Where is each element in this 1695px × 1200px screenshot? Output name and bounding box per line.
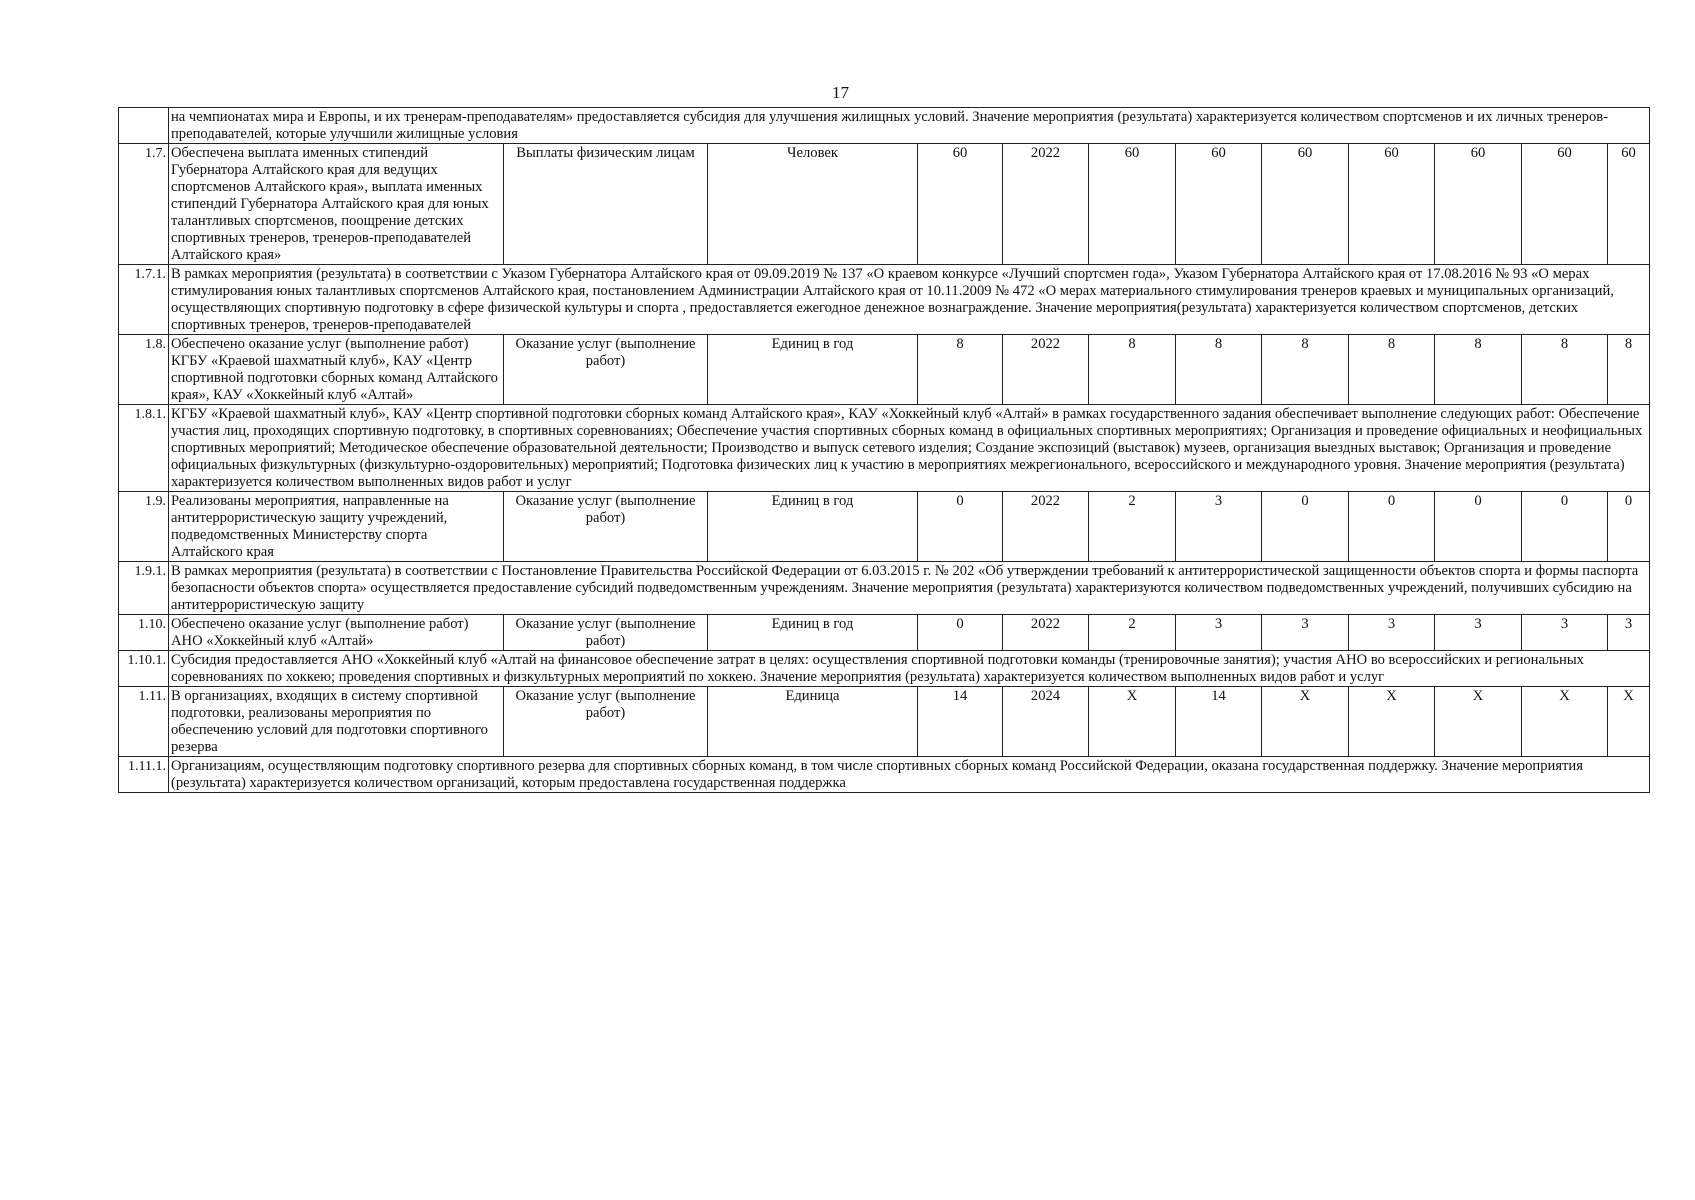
item-unit: Единица xyxy=(708,687,918,757)
description-row xyxy=(119,405,1650,492)
activities-table xyxy=(118,107,1650,793)
year-value: X xyxy=(1089,687,1176,757)
description-row xyxy=(119,757,1650,793)
year-value: 8 xyxy=(1608,335,1650,405)
item-type: Выплаты физическим лицам xyxy=(504,144,708,265)
item-unit: Единиц в год xyxy=(708,615,918,651)
base-value: 8 xyxy=(918,335,1003,405)
year-value: 3 xyxy=(1349,615,1435,651)
year-value: 60 xyxy=(1435,144,1522,265)
year-value: 60 xyxy=(1176,144,1262,265)
year-value: X xyxy=(1435,687,1522,757)
item-type: Оказание услуг (выполнение работ) xyxy=(504,335,708,405)
year-value: 3 xyxy=(1435,615,1522,651)
year-value: X xyxy=(1262,687,1349,757)
year-value: 60 xyxy=(1522,144,1608,265)
year-value: 8 xyxy=(1262,335,1349,405)
year-value: 14 xyxy=(1176,687,1262,757)
item-row xyxy=(119,687,1650,757)
year-value: 8 xyxy=(1089,335,1176,405)
year-value: 0 xyxy=(1349,492,1435,562)
description-row xyxy=(119,651,1650,687)
year-value: 8 xyxy=(1522,335,1608,405)
item-unit: Единиц в год xyxy=(708,492,918,562)
base-value: 14 xyxy=(918,687,1003,757)
year-value: 8 xyxy=(1176,335,1262,405)
year-value: 3 xyxy=(1176,492,1262,562)
item-name: Обеспечено оказание услуг (выполнение работ) АНО «Хоккейный клуб «Алтай» xyxy=(169,615,504,651)
item-row xyxy=(119,615,1650,651)
row-number: 1.7.1. xyxy=(119,265,169,335)
year-value: 0 xyxy=(1435,492,1522,562)
description-text: Субсидия предоставляется АНО «Хоккейный клуб «Алтай на финансовое обеспечение затрат в целях: осуществления спортивной подготовки команды (тренировочные занятия); участия АНО во всероссийских и региональных соревнованиях по хоккею; проведения спортивных и физкультурных мероприятий по хоккею. Значение мероприятия (результата) характеризуется количеством выполненных видов работ и услуг xyxy=(169,651,1650,687)
description-text: Организациям, осуществляющим подготовку спортивного резерва для спортивных сборных команд, в том числе спортивных сборных команд Российской Федерации, оказана государственная поддержку. Значение мероприятия (результата) характеризуется количеством организаций, которым предоставлена государственная поддержка xyxy=(169,757,1650,793)
description-text: В рамках мероприятия (результата) в соответствии с Указом Губернатора Алтайского края от 09.09.2019 № 137 «О краевом конкурсе «Лучший спортсмен года», Указом Губернатора Алтайского края от 17.08.2016 № 93 «О мерах стимулирования юных талантливых спортсменов Алтайского края, постановлением Администрации Алтайского края от 10.11.2009 № 472 «О мерах материального стимулирования тренеров краевых и муниципальных организаций, осуществляющих спортивную подготовку в сфере физической культуры и спорта , предоставляется ежегодное денежное вознаграждение. Значение мероприятия(результата) характеризуется количеством спортсменов, детских спортивных тренеров, тренеров-преподавателей xyxy=(169,265,1650,335)
item-name: Обеспечено оказание услуг (выполнение работ) КГБУ «Краевой шахматный клуб», КАУ «Центр спортивной подготовки сборных команд Алтайского края», КАУ «Хоккейный клуб «Алтай» xyxy=(169,335,504,405)
item-unit: Человек xyxy=(708,144,918,265)
base-year: 2024 xyxy=(1003,687,1089,757)
row-number: 1.10. xyxy=(119,615,169,651)
base-year: 2022 xyxy=(1003,492,1089,562)
year-value: 60 xyxy=(1608,144,1650,265)
base-value: 60 xyxy=(918,144,1003,265)
row-number: 1.11.1. xyxy=(119,757,169,793)
year-value: 3 xyxy=(1176,615,1262,651)
year-value: 3 xyxy=(1608,615,1650,651)
base-value: 0 xyxy=(918,615,1003,651)
page-number: 17 xyxy=(832,83,849,102)
item-row xyxy=(119,144,1650,265)
item-type: Оказание услуг (выполнение работ) xyxy=(504,687,708,757)
row-number: 1.8. xyxy=(119,335,169,405)
base-year: 2022 xyxy=(1003,615,1089,651)
item-name: Реализованы мероприятия, направленные на антитеррористическую защиту учреждений, подведомственных Министерству спорта Алтайского края xyxy=(169,492,504,562)
year-value: X xyxy=(1608,687,1650,757)
year-value: 60 xyxy=(1089,144,1176,265)
year-value: 2 xyxy=(1089,492,1176,562)
description-row xyxy=(119,562,1650,615)
year-value: 2 xyxy=(1089,615,1176,651)
year-value: 0 xyxy=(1522,492,1608,562)
table-body xyxy=(119,108,1650,793)
description-text: В рамках мероприятия (результата) в соответствии с Постановление Правительства Российской Федерации от 6.03.2015 г. № 202 «Об утверждении требований к антитеррористической защищенности объектов спорта и формы паспорта безопасности объектов спорта» осуществляется предоставление субсидий подведомственным учреждениям. Значение мероприятия (результата) характеризуются количеством подведомственных учреждений, получивших субсидию на антитеррористическую защиту xyxy=(169,562,1650,615)
year-value: 8 xyxy=(1435,335,1522,405)
row-number xyxy=(119,108,169,144)
row-number: 1.11. xyxy=(119,687,169,757)
year-value: 3 xyxy=(1262,615,1349,651)
item-row xyxy=(119,492,1650,562)
row-number: 1.8.1. xyxy=(119,405,169,492)
year-value: 3 xyxy=(1522,615,1608,651)
item-unit: Единиц в год xyxy=(708,335,918,405)
item-row xyxy=(119,335,1650,405)
row-number: 1.9.1. xyxy=(119,562,169,615)
year-value: X xyxy=(1522,687,1608,757)
year-value: 0 xyxy=(1608,492,1650,562)
item-type: Оказание услуг (выполнение работ) xyxy=(504,615,708,651)
row-number: 1.10.1. xyxy=(119,651,169,687)
year-value: 8 xyxy=(1349,335,1435,405)
year-value: X xyxy=(1349,687,1435,757)
description-text: КГБУ «Краевой шахматный клуб», КАУ «Центр спортивной подготовки сборных команд Алтайского края», КАУ «Хоккейный клуб «Алтай» в рамках государственного задания обеспечивает выполнение следующих работ: Обеспечение участия лиц, проходящих спортивную подготовку, в спортивных соревнованиях; Обеспечение участия спортивных сборных команд в официальных спортивных мероприятиях; Организация и проведение официальных и неофициальных спортивных мероприятий; Методическое обеспечение образовательной деятельности; Производство и выпуск сетевого изделия; Создание экспозиций (выставок) музеев, организация выездных выставок; Организация и проведение официальных физкультурных (физкультурно-оздоровительных) мероприятий; Подготовка физических лиц к участию в мероприятиях межрегионального, всероссийского и международного уровня. Значение мероприятия (результата) характеризуется количеством выполненных видов работ и услуг xyxy=(169,405,1650,492)
description-row xyxy=(119,108,1650,144)
row-number: 1.7. xyxy=(119,144,169,265)
item-name: В организациях, входящих в систему спортивной подготовки, реализованы мероприятия по обеспечению условий для подготовки спортивного резерва xyxy=(169,687,504,757)
item-name: Обеспечена выплата именных стипендий Губернатора Алтайского края для ведущих спортсменов Алтайского края», выплата именных стипендий Губернатора Алтайского края для юных талантливых спортсменов, поощрение детских спортивных тренеров, тренеров-преподавателей Алтайского края» xyxy=(169,144,504,265)
base-year: 2022 xyxy=(1003,144,1089,265)
item-type: Оказание услуг (выполнение работ) xyxy=(504,492,708,562)
base-year: 2022 xyxy=(1003,335,1089,405)
description-text: на чемпионатах мира и Европы, и их тренерам-преподавателям» предоставляется субсидия для улучшения жилищных условий. Значение мероприятия (результата) характеризуется количеством спортсменов и их личных тренеров-преподавателей, которые улучшили жилищные условия xyxy=(169,108,1650,144)
description-row xyxy=(119,265,1650,335)
base-value: 0 xyxy=(918,492,1003,562)
row-number: 1.9. xyxy=(119,492,169,562)
year-value: 60 xyxy=(1262,144,1349,265)
year-value: 60 xyxy=(1349,144,1435,265)
year-value: 0 xyxy=(1262,492,1349,562)
